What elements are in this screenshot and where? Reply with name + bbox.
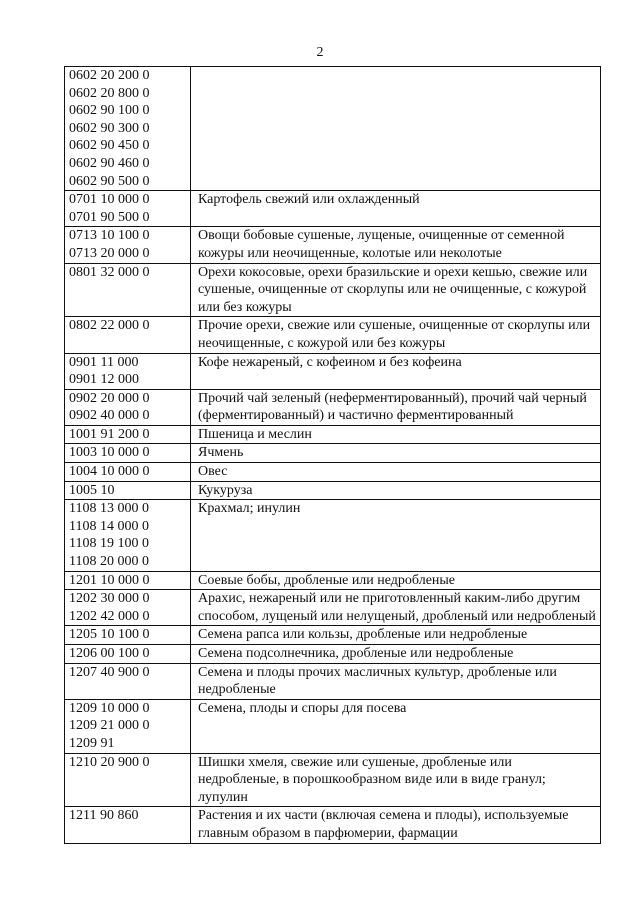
code-cell: 1108 13 000 0 1108 14 000 0 1108 19 100 0 1108 20 000 0 [65, 500, 191, 571]
table-row [65, 227, 601, 263]
code-cell: 0901 11 000 0901 12 000 [65, 353, 191, 389]
description-cell: Семена и плоды прочих масличных культур, дробленые или недробленые [191, 663, 601, 699]
description-cell: Кофе нежареный, с кофеином и без кофеина [191, 353, 601, 389]
description-cell: Растения и их части (включая семена и плоды), используемые главным образом в парфюмерии, фармации [191, 807, 601, 843]
code-cell: 1211 90 860 [65, 807, 191, 843]
description-cell: Картофель свежий или охлажденный [191, 191, 601, 227]
table-row [65, 67, 601, 191]
description-cell: Арахис, нежареный или не приготовленный каким-либо другим способом, лущеный или нелущеный, дробленый или недробленый [191, 590, 601, 626]
table-row [65, 463, 601, 482]
code-cell: 1001 91 200 0 [65, 425, 191, 444]
description-cell: Овощи бобовые сушеные, лущеные, очищенные от семенной кожуры или неочищенные, колотые или неколотые [191, 227, 601, 263]
table-row [65, 425, 601, 444]
table-row [65, 571, 601, 590]
table-row [65, 263, 601, 317]
description-cell: Шишки хмеля, свежие или сушеные, дробленые или недробленые, в порошкообразном виде или в виде гранул; лупулин [191, 753, 601, 807]
description-cell: Орехи кокосовые, орехи бразильские и орехи кешью, свежие или сушеные, очищенные от скорлупы или не очищенные, с кожурой или без кожуры [191, 263, 601, 317]
table-row [65, 699, 601, 753]
code-cell: 0713 10 100 0 0713 20 000 0 [65, 227, 191, 263]
table-row [65, 807, 601, 843]
table-row [65, 500, 601, 571]
description-cell: Кукуруза [191, 481, 601, 500]
description-cell: Ячмень [191, 444, 601, 463]
description-cell: Соевые бобы, дробленые или недробленые [191, 571, 601, 590]
code-cell: 0902 20 000 0 0902 40 000 0 [65, 389, 191, 425]
table-row [65, 481, 601, 500]
code-cell: 1003 10 000 0 [65, 444, 191, 463]
description-cell: Семена подсолнечника, дробленые или недробленые [191, 645, 601, 664]
code-cell: 1005 10 [65, 481, 191, 500]
table-row [65, 663, 601, 699]
description-cell: Пшеница и меслин [191, 425, 601, 444]
code-cell: 0801 32 000 0 [65, 263, 191, 317]
code-cell: 1209 10 000 0 1209 21 000 0 1209 91 [65, 699, 191, 753]
table-row [65, 645, 601, 664]
description-cell: Овес [191, 463, 601, 482]
description-cell: Семена рапса или кользы, дробленые или недробленые [191, 626, 601, 645]
table-row [65, 626, 601, 645]
description-cell: Семена, плоды и споры для посева [191, 699, 601, 753]
code-cell: 1206 00 100 0 [65, 645, 191, 664]
code-cell: 1202 30 000 0 1202 42 000 0 [65, 590, 191, 626]
code-cell: 0701 10 000 0 0701 90 500 0 [65, 191, 191, 227]
code-cell: 1205 10 100 0 [65, 626, 191, 645]
table-row [65, 753, 601, 807]
code-cell: 0602 20 200 0 0602 20 800 0 0602 90 100 0 0602 90 300 0 0602 90 450 0 0602 90 460 0 0602 90 500 0 [65, 67, 191, 191]
table-row [65, 590, 601, 626]
table-row [65, 389, 601, 425]
page-number: 2 [316, 45, 324, 60]
description-cell [191, 67, 601, 191]
code-cell: 1201 10 000 0 [65, 571, 191, 590]
tariff-codes-table [64, 66, 601, 844]
table-body [65, 67, 601, 844]
code-cell: 1004 10 000 0 [65, 463, 191, 482]
table-row [65, 191, 601, 227]
table-row [65, 353, 601, 389]
description-cell: Прочий чай зеленый (неферментированный), прочий чай черный (ферментированный) и частично ферментированный [191, 389, 601, 425]
code-cell: 1210 20 900 0 [65, 753, 191, 807]
description-cell: Прочие орехи, свежие или сушеные, очищенные от скорлупы или неочищенные, с кожурой или без кожуры [191, 317, 601, 353]
description-cell: Крахмал; инулин [191, 500, 601, 571]
table-row [65, 444, 601, 463]
table-row [65, 317, 601, 353]
code-cell: 1207 40 900 0 [65, 663, 191, 699]
code-cell: 0802 22 000 0 [65, 317, 191, 353]
